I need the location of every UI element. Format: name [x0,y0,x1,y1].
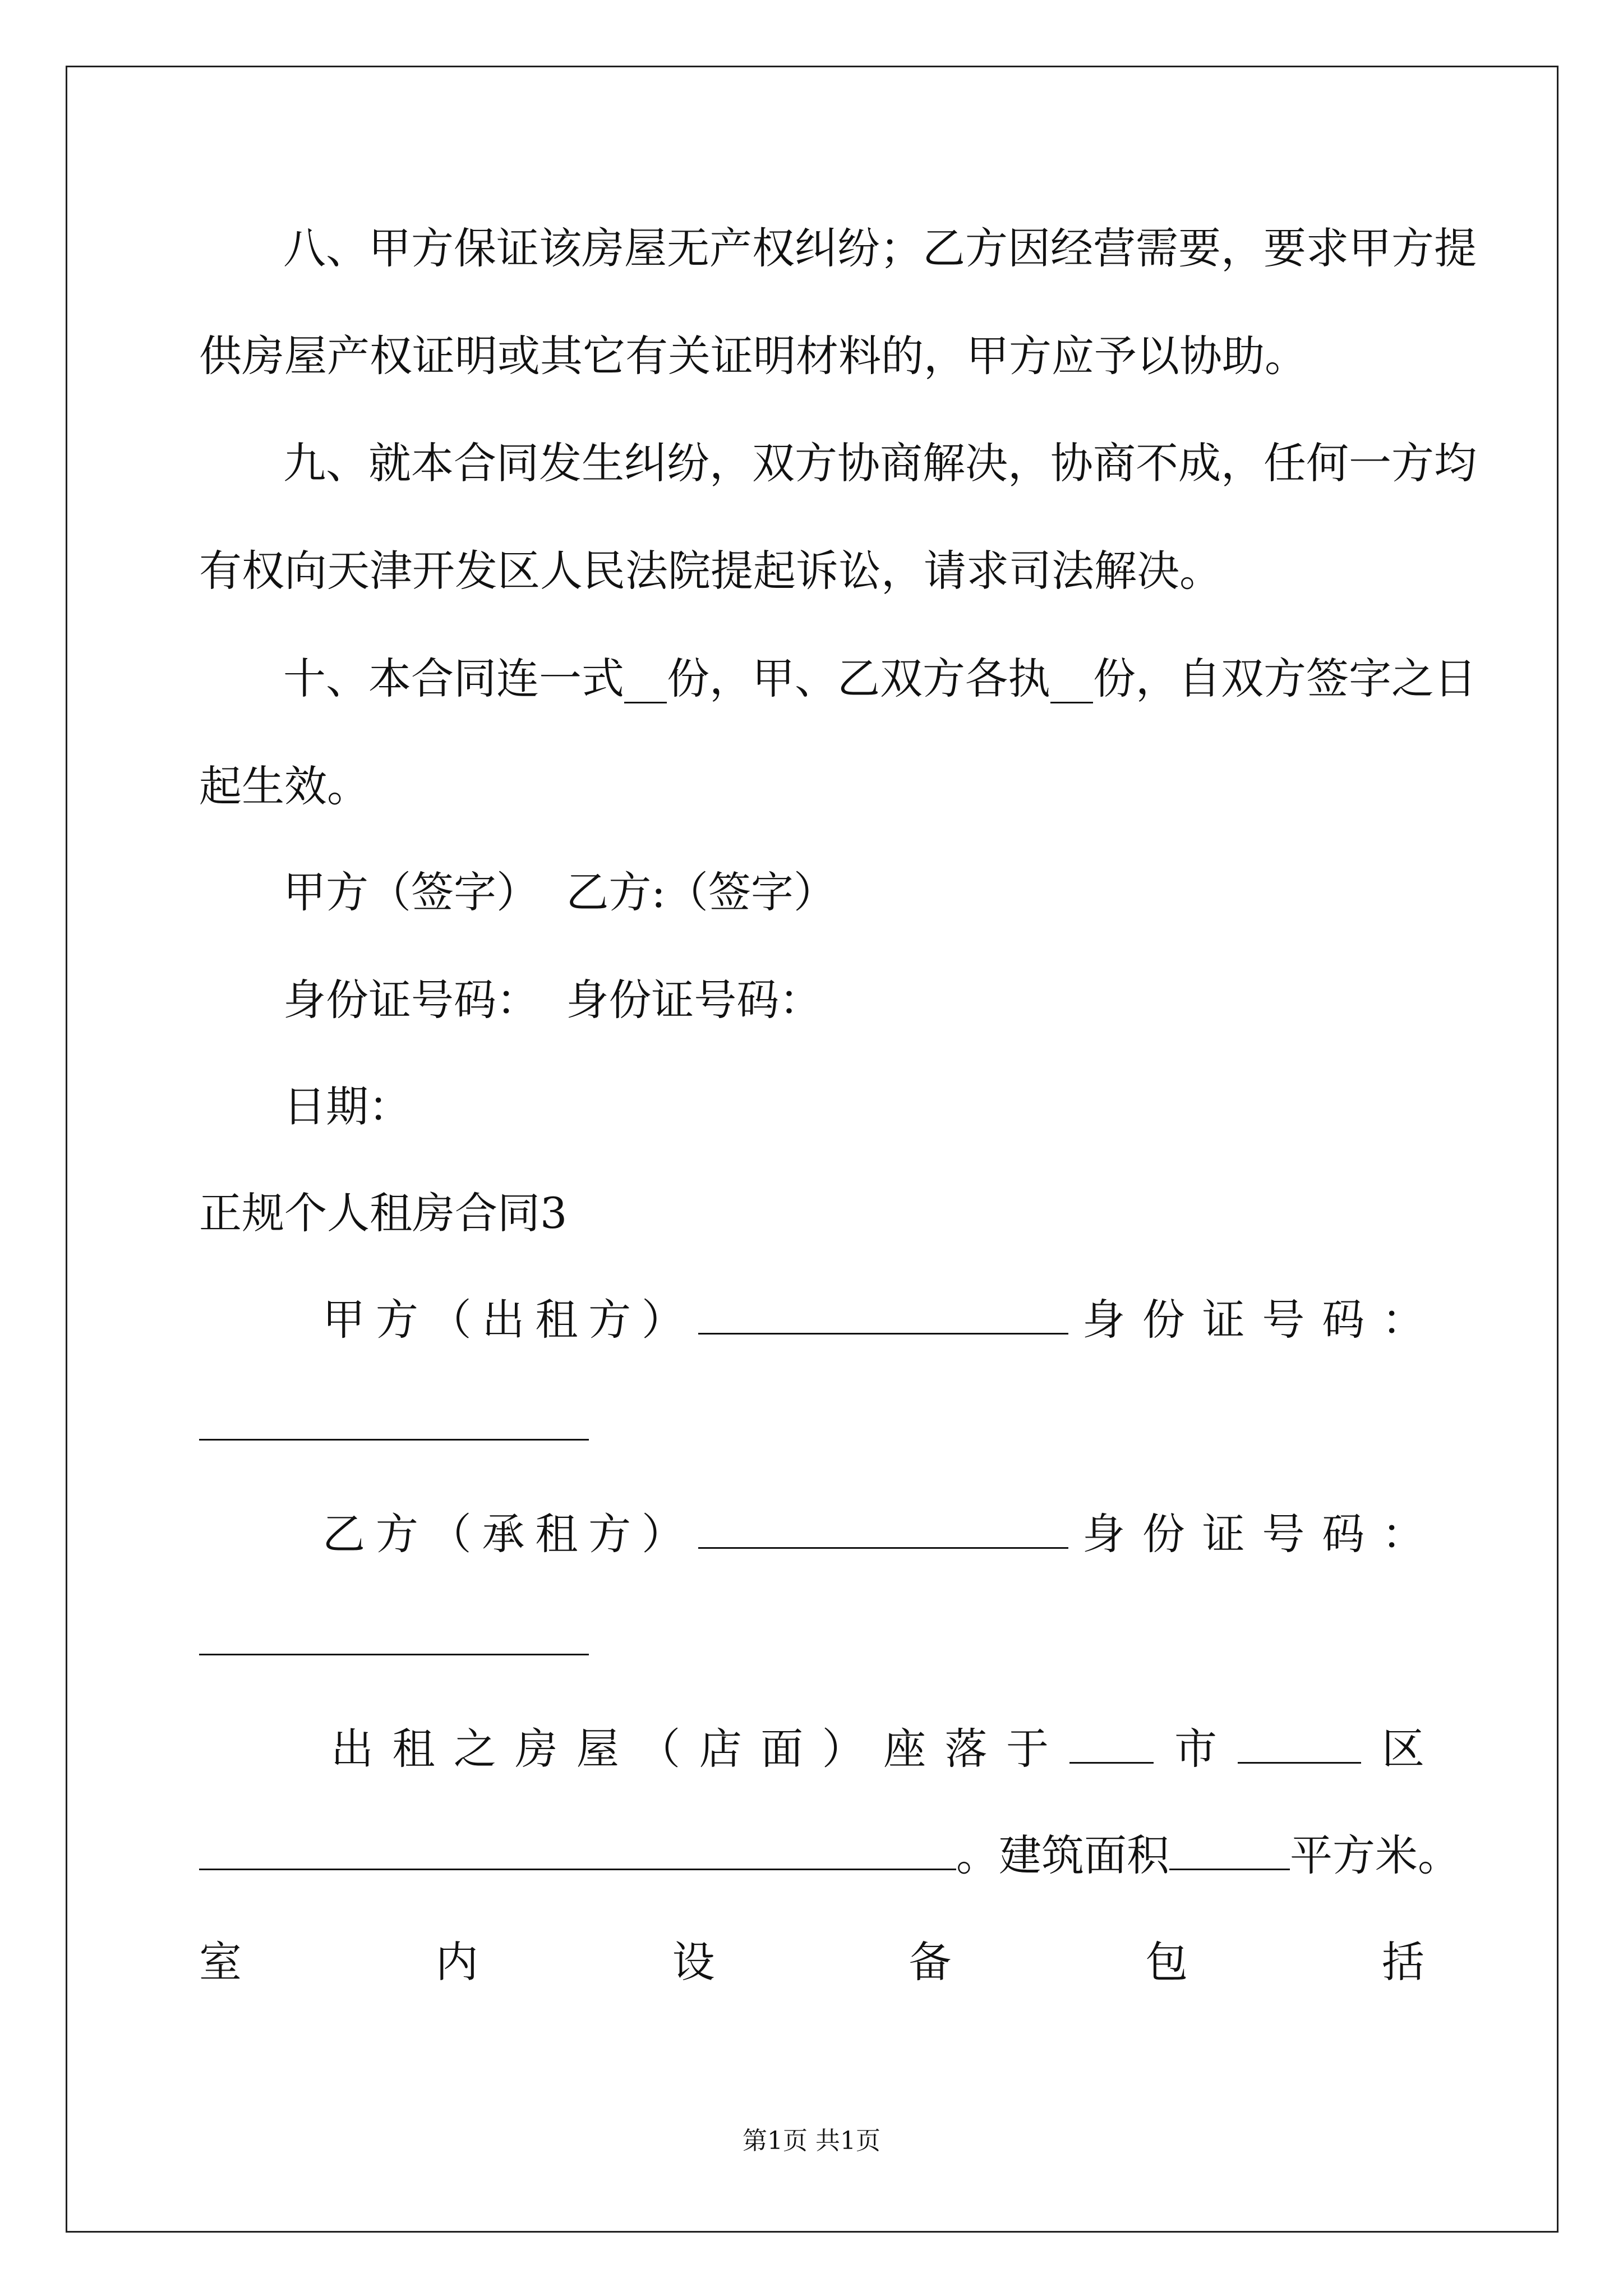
id-label-char: ： [1381,1295,1424,1345]
id-number-line: 身份证号码： 身份证号码： [283,975,822,1025]
area-label: 。建筑面积 [956,1830,1169,1880]
premises-char: 于 [1006,1724,1049,1774]
area-line [199,1830,1461,1880]
party-b-char: ） [641,1509,684,1559]
id-label-char: 码 [1322,1295,1365,1345]
equipment-line [199,1937,1424,1987]
id-label-char: 号 [1262,1295,1305,1345]
clause-8-line-1: 八、甲方保证该房屋无产权纠纷；乙方因经营需要，要求甲方提 [283,223,1477,273]
id-label-char: 码 [1322,1509,1365,1559]
id-label-char: 份 [1142,1295,1185,1345]
city-label: 市 [1174,1724,1217,1774]
id-label-char: 身 [1082,1509,1125,1559]
party-b-name-blank [698,1513,1068,1549]
premises-char: 之 [453,1724,496,1774]
clause-8-line-2: 供房屋产权证明或其它有关证明材料的，甲方应予以协助。 [199,331,1307,381]
id-label-char: ： [1381,1509,1424,1559]
clause-10-line-1: 十、本合同连一式__份，甲、乙双方各执__份，自双方签字之日 [283,654,1477,703]
district-label: 区 [1382,1724,1424,1774]
party-b-id-blank [199,1654,589,1655]
premises-char: ） [822,1724,865,1774]
premises-char: （ [638,1724,681,1774]
premises-char: 面 [760,1724,804,1774]
party-a-char: ） [641,1295,684,1345]
id-label-char: 身 [1082,1295,1125,1345]
id-label-char: 份 [1142,1509,1185,1559]
party-b-char: （ [428,1509,472,1559]
premises-char: 出 [331,1724,374,1774]
date-line: 日期： [283,1082,411,1131]
area-unit: 平方米。 [1290,1830,1460,1880]
party-a-char: 方 [588,1295,631,1345]
premises-char: 落 [944,1724,988,1774]
id-label-char: 证 [1202,1509,1245,1559]
equipment-char: 括 [1381,1937,1424,1987]
equipment-char: 备 [909,1937,952,1987]
premises-char: 租 [392,1724,435,1774]
party-b-char: 租 [535,1509,578,1559]
premises-char: 房 [515,1724,558,1774]
area-blank [1169,1835,1290,1870]
party-a-char: 租 [535,1295,578,1345]
party-a-name-blank [698,1299,1068,1335]
city-blank [1069,1728,1154,1764]
page-border [66,66,1559,2233]
premises-line [331,1724,1424,1774]
clause-10-line-2: 起生效。 [199,761,370,811]
party-a-char: 出 [482,1295,525,1345]
party-a-id-blank [199,1439,589,1441]
party-b-char: 方 [375,1509,418,1559]
equipment-char: 内 [435,1937,478,1987]
id-label-char: 号 [1262,1509,1305,1559]
page-footer: 第1页 共1页 [743,2127,880,2155]
premises-char: 店 [699,1724,742,1774]
premises-char: 屋 [576,1724,619,1774]
party-a-char: （ [428,1295,472,1345]
clause-9-line-1: 九、就本合同发生纠纷，双方协商解决，协商不成，任何一方均 [283,438,1477,488]
party-a-char: 甲 [322,1295,365,1345]
clause-9-line-2: 有权向天津开发区人民法院提起诉讼，请求司法解决。 [199,546,1222,596]
district-blank [1238,1728,1361,1764]
premises-char: 座 [883,1724,926,1774]
section-title: 正规个人租房合同3 [199,1188,568,1238]
equipment-char: 室 [199,1937,242,1987]
id-label-char: 证 [1202,1295,1245,1345]
signature-line: 甲方（签字） 乙方:（签字） [283,867,836,917]
equipment-char: 设 [672,1937,715,1987]
party-a-char: 方 [375,1295,418,1345]
party-b-line [322,1509,1424,1559]
party-b-char: 承 [482,1509,525,1559]
equipment-char: 包 [1145,1937,1188,1987]
party-b-char: 方 [588,1509,631,1559]
party-a-line [322,1295,1424,1345]
party-b-char: 乙 [322,1509,365,1559]
address-blank [199,1835,956,1870]
